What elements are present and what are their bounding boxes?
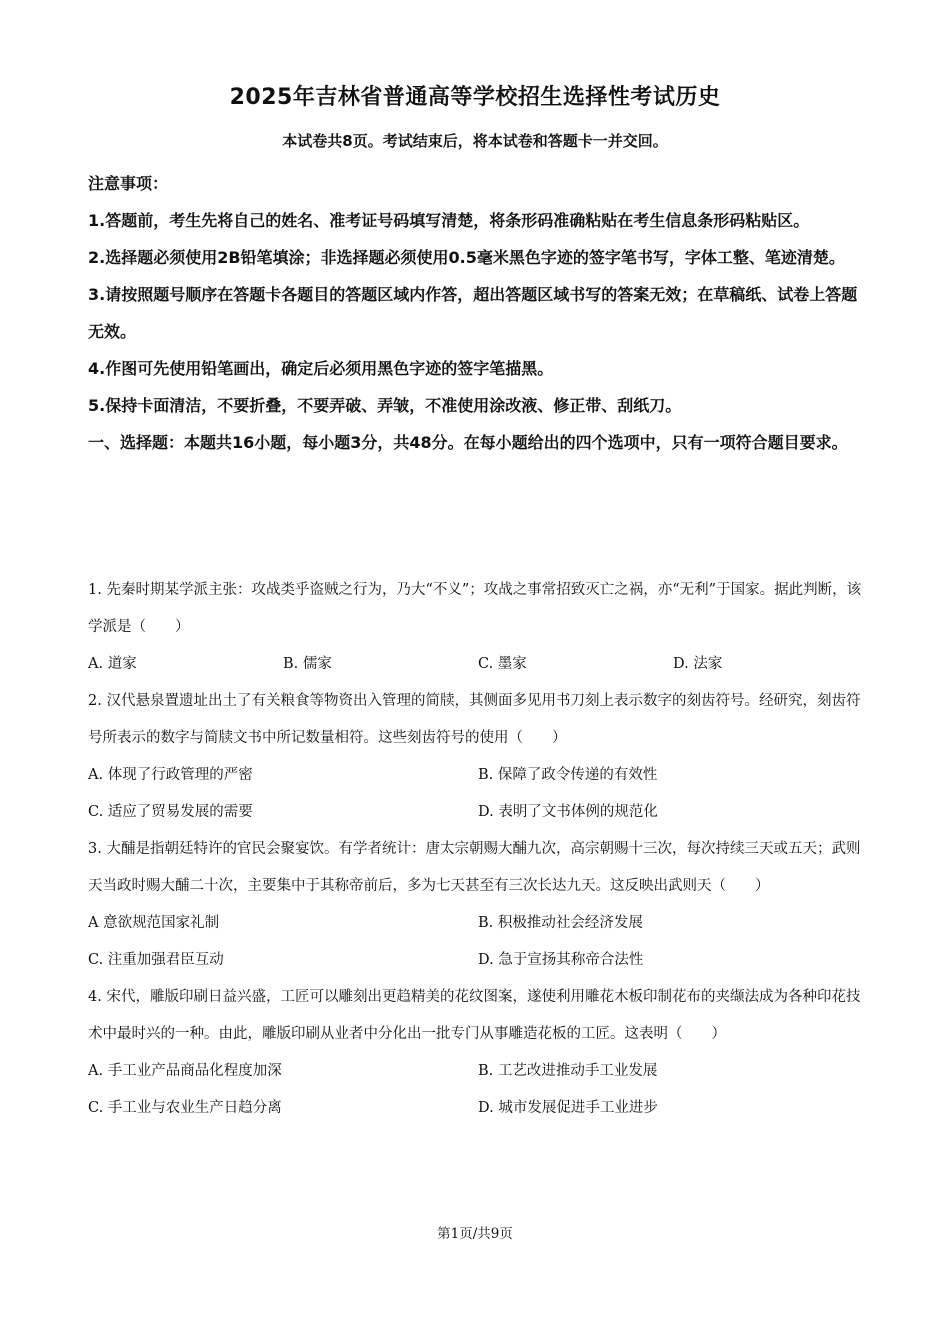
question-3-options-row-2 — [88, 942, 868, 979]
question-3-option-a: A 意欲规范国家礼制 — [88, 915, 220, 931]
question-3-options-row-1 — [88, 905, 868, 942]
question-2-option-c: C. 适应了贸易发展的需要 — [88, 804, 253, 820]
notice-item-5: 5.保持卡面清洁，不要折叠，不要弄破、弄皱，不准使用涂改液、修正带、刮纸刀。 — [88, 396, 682, 415]
notice-item-4: 4.作图可先使用铅笔画出，确定后必须用黑色字迹的签字笔描黑。 — [88, 359, 554, 378]
question-1-stem: 1. 先秦时期某学派主张：攻战类乎盗贼之行为，乃大“不义”；攻战之事常招致灭亡之祸，亦“无利”于国家。据此判断，该学派是（ ） — [88, 582, 862, 635]
notice-heading: 注意事项： — [88, 174, 169, 193]
question-1-option-c: C. 墨家 — [478, 656, 527, 672]
question-2-option-d: D. 表明了文书体例的规范化 — [478, 804, 658, 820]
question-2-options-row-2 — [88, 794, 868, 831]
question-4-option-c: C. 手工业与农业生产日趋分离 — [88, 1100, 282, 1116]
question-4-option-b: B. 工艺改进推动手工业发展 — [478, 1063, 658, 1079]
question-4-stem: 4. 宋代，雕版印刷日益兴盛，工匠可以雕刻出更趋精美的花纹图案，遂使利用雕花木板印制花布的夹缬法成为各种印花技术中最时兴的一种。由此，雕版印刷从业者中分化出一批专门从事雕造花板的工匠。这表明（ ） — [88, 989, 861, 1042]
question-2-option-b: B. 保障了政令传递的有效性 — [478, 767, 658, 783]
question-2-option-a: A. 体现了行政管理的严密 — [88, 767, 253, 783]
question-3-stem: 3. 大酺是指朝廷特许的官民会聚宴饮。有学者统计：唐太宗朝赐大酺九次，高宗朝赐十三次，每次持续三天或五天；武则天当政时赐大酺二十次，主要集中于其称帝前后，多为七天甚至有三次长达九天。这反映出武则天（ ） — [88, 841, 861, 894]
question-list — [88, 572, 868, 1127]
question-1-option-a: A. 道家 — [88, 656, 137, 672]
question-2-stem: 2. 汉代悬泉置遗址出土了有关粮食等物资出入管理的简牍，其侧面多见用书刀刻上表示数字的刻齿符号。经研究，刻齿符号所表示的数字与简牍文书中所记数量相符。这些刻齿符号的使用（ ） — [88, 693, 861, 746]
question-3-option-d: D. 急于宣扬其称帝合法性 — [478, 952, 644, 968]
question-2-options-row-1 — [88, 757, 868, 794]
question-1-option-d: D. 法家 — [673, 656, 723, 672]
question-4-options-row-2 — [88, 1090, 868, 1127]
question-1-options — [88, 646, 868, 683]
exam-subtitle: 本试卷共8页。考试结束后，将本试卷和答题卡一并交回。 — [282, 132, 668, 150]
section-heading: 一、选择题：本题共16小题，每小题3分，共48分。在每小题给出的四个选项中，只有一项符合题目要求。 — [88, 433, 848, 452]
question-4-option-a: A. 手工业产品商品化程度加深 — [88, 1063, 282, 1079]
notice-item-1: 1.答题前，考生先将自己的姓名、准考证号码填写清楚，将条形码准确粘贴在考生信息条形码粘贴区。 — [88, 211, 810, 230]
question-1-option-b: B. 儒家 — [283, 656, 332, 672]
question-4-options-row-1 — [88, 1053, 868, 1090]
notice-item-2: 2.选择题必须使用2B铅笔填涂；非选择题必须使用0.5毫米黑色字迹的签字笔书写，字体工整、笔迹清楚。 — [88, 248, 845, 267]
question-4-option-d: D. 城市发展促进手工业进步 — [478, 1100, 658, 1116]
exam-title: 2025年吉林省普通高等学校招生选择性考试历史 — [229, 85, 721, 110]
notice-block — [88, 165, 868, 461]
question-3-option-c: C. 注重加强君臣互动 — [88, 952, 224, 968]
notice-item-3: 3.请按照题号顺序在答题卡各题目的答题区域内作答，超出答题区域书写的答案无效；在草稿纸、试卷上答题无效。 — [88, 285, 858, 341]
page-footer: 第1页/共9页 — [437, 1226, 513, 1242]
question-3-option-b: B. 积极推动社会经济发展 — [478, 915, 643, 931]
